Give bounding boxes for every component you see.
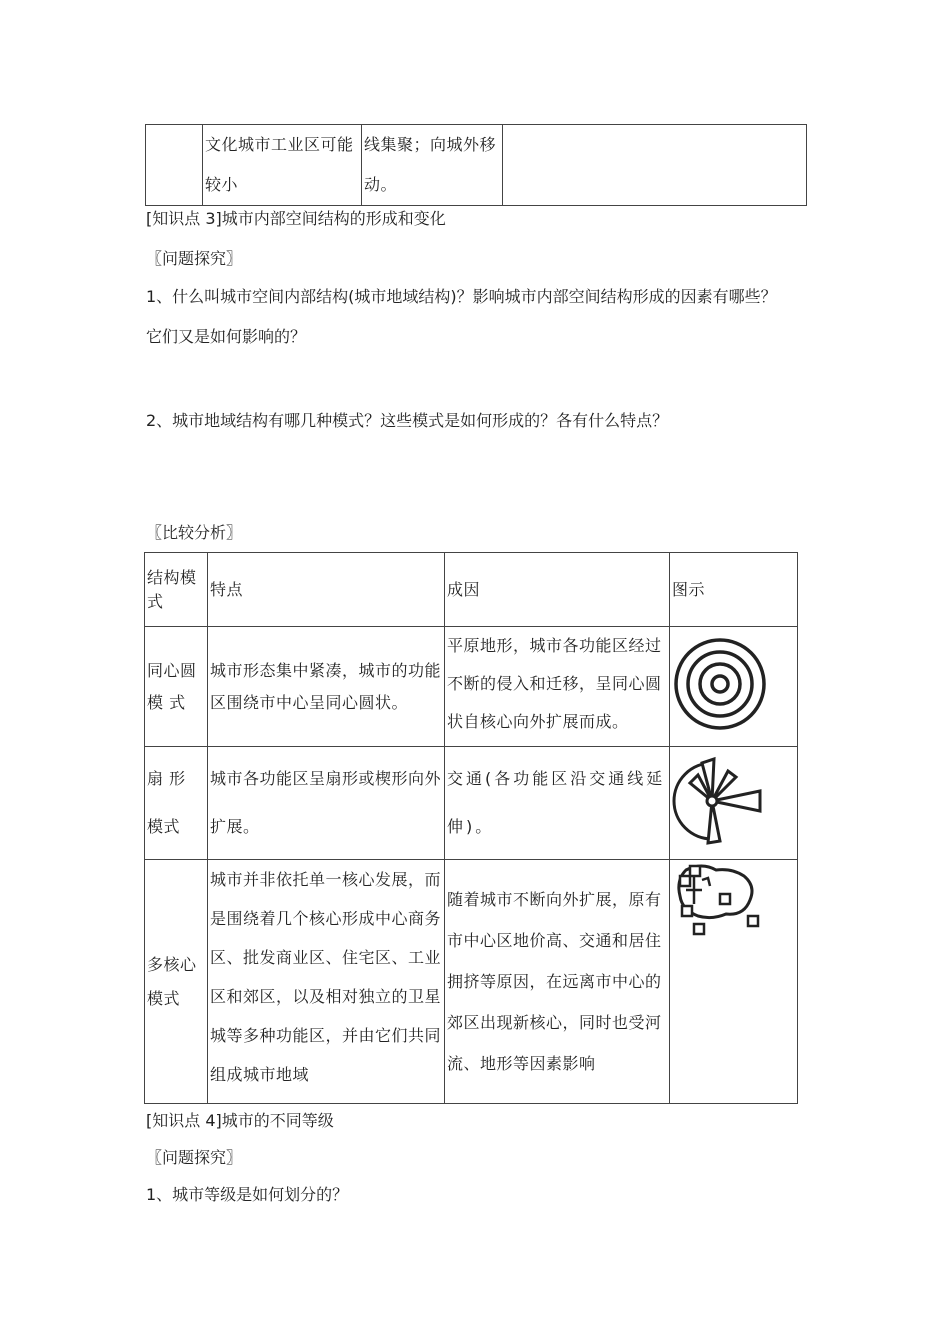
row-2-feature: 城市各功能区呈扇形或楔形向外扩展。: [208, 747, 445, 860]
kp3-question-1-line-2: 它们又是如何影响的？: [146, 327, 307, 346]
top-table-cell-empty: [146, 125, 203, 206]
row-2-cause: 交通(各功能区沿交通线延伸)。: [445, 747, 670, 860]
table-row: [145, 860, 798, 1104]
row-1-diagram-cell: [670, 627, 798, 747]
kp3-question-1-line-1: 1、什么叫城市空间内部结构(城市地域结构)？影响城市内部空间结构形成的因素有哪些？: [146, 287, 777, 306]
top-table-cell-b-line1: 文化城市工业区可能: [205, 135, 354, 154]
row-2-mode: 扇 形 模式: [145, 747, 208, 860]
row-3-feature: 城市并非依托单一核心发展，而是围绕着几个核心形成中心商务区、批发商业区、住宅区、工业区和郊区，以及相对独立的卫星城等多种功能区，并由它们共同组成城市地域: [208, 860, 445, 1104]
row-1-feature: 城市形态集中紧凑，城市的功能区围绕市中心呈同心圆状。: [208, 627, 445, 747]
header-diagram: 图示: [670, 553, 798, 627]
top-table: [145, 124, 807, 206]
kp3-inquiry-heading: 〖问题探究〗: [146, 249, 243, 268]
multi-nuclei-diagram: [672, 860, 772, 940]
top-table-cell-b: [203, 125, 362, 206]
header-mode: 结构模式: [145, 553, 208, 627]
compare-table: [144, 552, 798, 1104]
row-1-mode: 同心圆模 式: [145, 627, 208, 747]
kp4-question-1: 1、城市等级是如何划分的？: [146, 1185, 349, 1204]
concentric-diagram: [672, 637, 772, 737]
top-table-cell-d: [503, 125, 807, 206]
sector-diagram: [672, 753, 772, 853]
row-2-diagram-cell: [670, 747, 798, 860]
kp4-title: [知识点 4]城市的不同等级: [146, 1111, 334, 1130]
table-row: [145, 747, 798, 860]
row-3-cause: 随着城市不断向外扩展，原有市中心区地价高、交通和居住拥挤等原因，在远离市中心的郊区出现新核心，同时也受河流、地形等因素影响: [445, 860, 670, 1104]
row-3-mode: 多核心模式: [145, 860, 208, 1104]
row-1-cause: 平原地形，城市各功能区经过不断的侵入和迁移，呈同心圆状自核心向外扩展而成。: [445, 627, 670, 747]
top-table-cell-b-line2: 较小: [205, 175, 239, 194]
kp3-title: [知识点 3]城市内部空间结构的形成和变化: [146, 209, 446, 228]
kp3-compare-heading: 〖比较分析〗: [146, 523, 243, 542]
kp3-question-2: 2、城市地域结构有哪几种模式？这些模式是如何形成的？各有什么特点？: [146, 411, 669, 430]
header-cause: 成因: [445, 553, 670, 627]
compare-table-header-row: [145, 553, 798, 627]
top-table-cell-c-line1: 线集聚；向城外移: [364, 135, 497, 154]
row-3-diagram-cell: [670, 860, 798, 1104]
header-feature: 特点: [208, 553, 445, 627]
table-row: [145, 627, 798, 747]
top-table-cell-c: [362, 125, 503, 206]
kp4-inquiry-heading: 〖问题探究〗: [146, 1148, 243, 1167]
top-table-cell-c-line2: 动。: [364, 175, 398, 194]
